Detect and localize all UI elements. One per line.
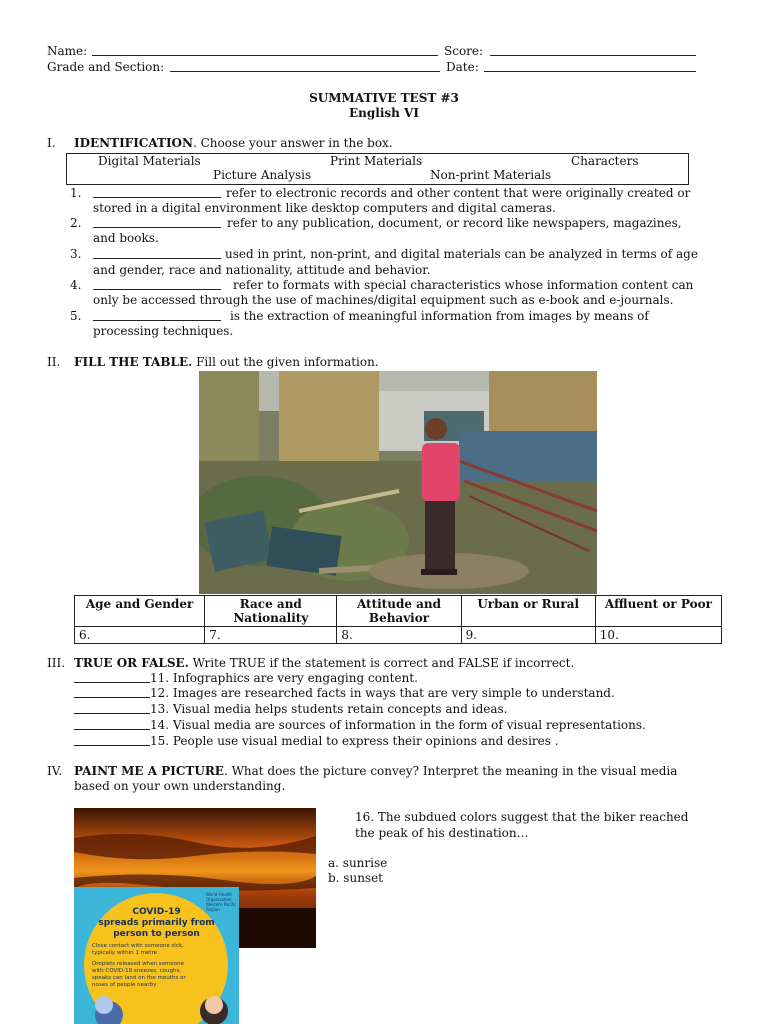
poster-bullet2-line3: speaks can land on the mouths or [92, 975, 186, 981]
covid-poster [74, 887, 239, 1024]
question-16-line2: the peak of his destination… [355, 826, 529, 840]
date-blank[interactable] [484, 60, 696, 72]
section3-heading: TRUE OR FALSE. [74, 656, 189, 670]
who-org-line1: World Health [206, 892, 232, 897]
test-subject: English VI [349, 106, 419, 120]
answer-cell-9[interactable]: 9. [461, 627, 595, 644]
grade-section-label: Grade and Section: [47, 60, 165, 74]
section2-numeral: II. [47, 355, 61, 369]
section3-heading-line [74, 656, 574, 671]
tf-statement: 12. Images are researched facts in ways that are very simple to understand. [150, 686, 615, 700]
who-org-line2: Organization [206, 897, 232, 902]
typhoon-damage-photo [199, 371, 597, 594]
name-label: Name: [47, 44, 88, 58]
tf-answer-blank[interactable] [74, 686, 150, 698]
tf-statement: 15. People use visual medial to express their opinions and desires . [150, 734, 559, 748]
poster-bullets [92, 943, 186, 989]
section4-heading: PAINT ME A PICTURE [74, 764, 224, 778]
grade-section-blank[interactable] [170, 60, 440, 72]
item-number: 5. [70, 309, 82, 323]
answer-cell-10[interactable]: 10. [595, 627, 721, 644]
tf-answer-blank[interactable] [74, 734, 150, 746]
section2-instruction: Fill out the given information. [192, 355, 379, 369]
col-urban-rural: Urban or Rural [461, 596, 595, 627]
col-race-nationality: Race and Nationality [205, 596, 337, 627]
section4-instruction-cont: based on your own understanding. [74, 779, 286, 793]
poster-bullet2-line1: Droplets released when someone [92, 961, 185, 967]
who-org-line3: Western Pacific Region [206, 902, 237, 912]
question-16-line1: 16. The subdued colors suggest that the biker reached [355, 810, 689, 824]
item-number: 3. [70, 247, 82, 261]
poster-title-line2: spreads primarily from [98, 918, 215, 928]
section2-heading: FILL THE TABLE. [74, 355, 193, 369]
answer-blank[interactable] [93, 278, 221, 290]
item-text: is the extraction of meaningful information from images by means of [230, 309, 649, 323]
tf-statement: 11. Infographics are very engaging content. [150, 671, 418, 685]
col-affluent-poor: Affluent or Poor [595, 596, 721, 627]
tf-answer-blank[interactable] [74, 702, 150, 714]
poster-title-line3: person to person [113, 929, 200, 939]
col-age-gender: Age and Gender [75, 596, 205, 627]
section4-instruction: . What does the picture convey? Interpret the meaning in the visual media [223, 764, 678, 778]
section1-heading: IDENTIFICATION [74, 136, 193, 150]
score-blank[interactable] [490, 44, 696, 56]
poster-bullet1-line2: typically within 1 metre [92, 950, 157, 956]
section2-heading-line [74, 355, 379, 370]
section4-heading-line [74, 764, 677, 779]
item-text: refer to formats with special characteristics whose information content can [233, 278, 694, 292]
choice-picture-analysis: Picture Analysis [213, 168, 312, 182]
poster-bullet2-line2: with COVID-19 sneezes, coughs, [92, 968, 182, 974]
answer-cell-8[interactable]: 8. [337, 627, 461, 644]
section1-heading-line [74, 136, 393, 151]
choice-non-print-materials: Non-print Materials [430, 168, 552, 182]
item-number: 1. [70, 186, 82, 200]
poster-title-line1: COVID-19 [132, 907, 181, 917]
item-text-cont: and books. [93, 231, 159, 245]
item-text-cont: processing techniques. [93, 324, 234, 338]
answer-blank[interactable] [93, 186, 221, 198]
choice-digital-materials: Digital Materials [98, 154, 201, 168]
section1-numeral: I. [47, 136, 56, 150]
poster-bullet1-line1: Close contact with someone sick, [92, 943, 184, 949]
answer-blank[interactable] [93, 247, 221, 259]
tf-answer-blank[interactable] [74, 671, 150, 683]
fill-table [74, 595, 722, 644]
tf-statement: 13. Visual media helps students retain concepts and ideas. [150, 702, 508, 716]
poster-bullet2-line4: noses of people nearby [92, 982, 157, 988]
choice-characters: Characters [571, 154, 639, 168]
score-label: Score: [444, 44, 484, 58]
section3-numeral: III. [47, 656, 66, 670]
col-attitude-behavior: Attitude and Behavior [337, 596, 461, 627]
item-text: used in print, non-print, and digital materials can be analyzed in terms of age [225, 247, 698, 261]
answer-blank[interactable] [93, 309, 221, 321]
section3-instruction: Write TRUE if the statement is correct and FALSE if incorrect. [188, 656, 575, 670]
option-b[interactable]: b. sunset [328, 871, 384, 885]
item-number: 4. [70, 278, 82, 292]
poster-title [74, 907, 239, 940]
test-title: SUMMATIVE TEST #3 [309, 91, 459, 105]
answer-cell-6[interactable]: 6. [75, 627, 205, 644]
choice-print-materials: Print Materials [330, 154, 423, 168]
item-text-cont: stored in a digital environment like desktop computers and digital cameras. [93, 201, 556, 215]
item-text-cont: only be accessed through the use of machines/digital equipment such as e-book and e-journals. [93, 293, 674, 307]
section1-instruction: . Choose your answer in the box. [192, 136, 393, 150]
tf-statement: 14. Visual media are sources of information in the form of visual representations. [150, 718, 646, 732]
answer-blank[interactable] [93, 216, 221, 228]
date-label: Date: [446, 60, 479, 74]
item-text: refer to any publication, document, or record like newspapers, magazines, [227, 216, 682, 230]
item-text-cont: and gender, race and nationality, attitude and behavior. [93, 263, 431, 277]
option-a[interactable]: a. sunrise [328, 856, 388, 870]
section4-numeral: IV. [47, 764, 63, 778]
answer-cell-7[interactable]: 7. [205, 627, 337, 644]
item-text: refer to electronic records and other content that were originally created or [226, 186, 691, 200]
tf-answer-blank[interactable] [74, 718, 150, 730]
name-blank[interactable] [92, 44, 438, 56]
item-number: 2. [70, 216, 82, 230]
